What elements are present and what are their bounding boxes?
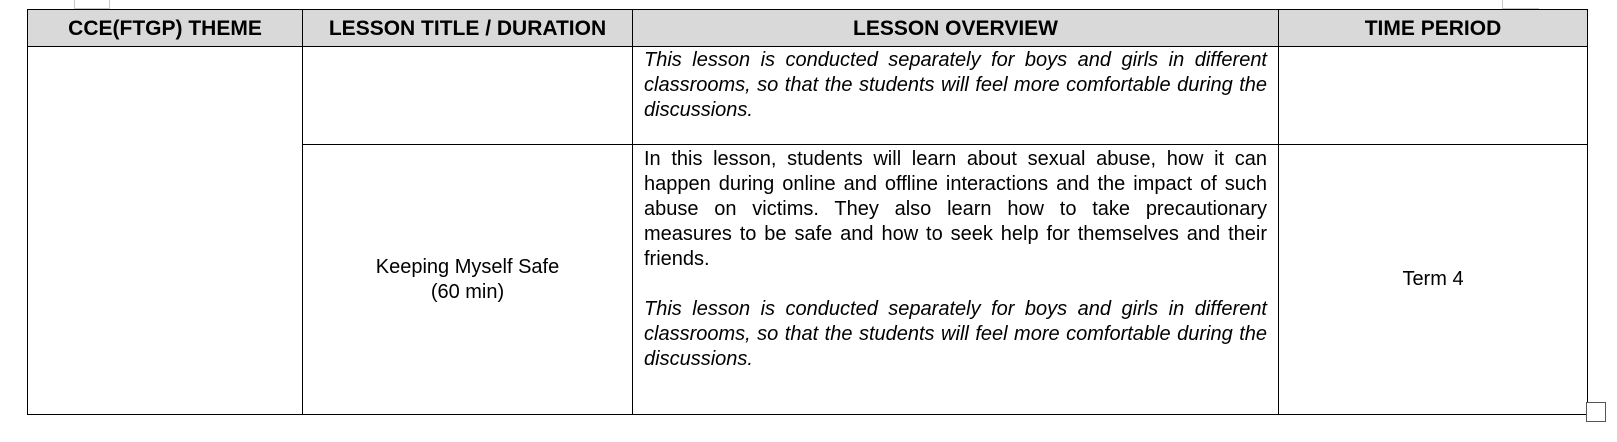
time-period-cell <box>1279 47 1588 145</box>
table-header-row <box>28 10 1588 47</box>
header-time-period: TIME PERIOD <box>1279 10 1588 47</box>
table-row <box>28 47 1588 145</box>
table-end-marker <box>1586 402 1606 422</box>
overview-note: This lesson is conducted separately for boys and girls in different classrooms, so that the students will feel more comfortable during the discussions. <box>644 49 1267 121</box>
lesson-title-cell <box>303 145 633 415</box>
lesson-title: Keeping Myself Safe <box>375 255 560 278</box>
margin-corner-mark-right <box>1502 0 1539 9</box>
theme-cell <box>28 47 303 415</box>
time-period-cell: Term 4 <box>1279 145 1588 415</box>
lesson-plan-table <box>27 9 1588 415</box>
margin-corner-mark-left <box>74 0 110 9</box>
header-theme: CCE(FTGP) THEME <box>28 10 303 47</box>
lesson-overview-cell <box>633 47 1279 145</box>
header-lesson-title-duration: LESSON TITLE / DURATION <box>303 10 633 47</box>
lesson-overview-cell <box>633 145 1279 415</box>
lesson-duration: (60 min) <box>430 280 505 303</box>
overview-note: This lesson is conducted separately for boys and girls in different classrooms, so that the students will feel more comfortable during the discussions. <box>644 298 1267 370</box>
lesson-title-cell <box>303 47 633 145</box>
header-lesson-overview: LESSON OVERVIEW <box>633 10 1279 47</box>
overview-body: In this lesson, students will learn about sexual abuse, how it can happen during online and offline interactions and the impact of such abuse on victims. They also learn how to take precautionary measures to be safe and how to seek help for themselves and their friends. <box>644 148 1267 270</box>
